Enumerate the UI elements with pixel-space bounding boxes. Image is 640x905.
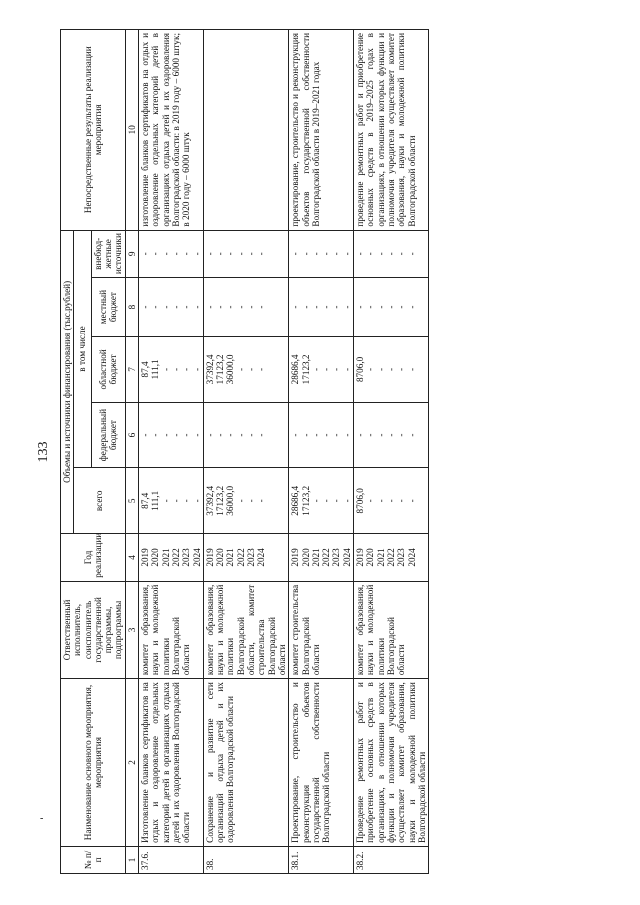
table-row bbox=[203, 30, 288, 874]
regional-cell-value: - bbox=[256, 367, 267, 371]
header-local: местный бюджет bbox=[91, 278, 125, 337]
local-cell-value: - bbox=[375, 305, 386, 309]
local-cell-value: - bbox=[235, 305, 246, 309]
year-cell-value: 2020 bbox=[215, 548, 226, 567]
col-number: 10 bbox=[125, 30, 138, 231]
extra-cell-value: - bbox=[235, 252, 246, 256]
local-cell-value: - bbox=[140, 305, 151, 309]
col-number: 5 bbox=[125, 468, 138, 534]
total-cell-value: 111,1 bbox=[150, 490, 161, 511]
row-number: 37.6. bbox=[139, 846, 204, 873]
total-cell-value: 28686,4 bbox=[290, 485, 301, 516]
header-incl: в том числе bbox=[74, 230, 92, 468]
col-number: 3 bbox=[125, 581, 138, 678]
local-cell-value: - bbox=[225, 305, 236, 309]
local-cell bbox=[203, 278, 288, 337]
year-cell-value: 2020 bbox=[300, 548, 311, 567]
extra-cell bbox=[354, 230, 429, 278]
local-cell-value: - bbox=[181, 305, 192, 309]
header-extra: внебюд- жетные источники bbox=[91, 230, 125, 278]
responsible-executor: комитет образования, науки и молодежной политики Волгоградской области, комитет строительства Волгоградской области bbox=[203, 581, 288, 678]
col-number: 2 bbox=[125, 679, 138, 847]
total-cell-value: - bbox=[396, 499, 407, 503]
total-cell bbox=[354, 468, 429, 534]
extra-cell bbox=[203, 230, 288, 278]
extra-cell-value: - bbox=[300, 252, 311, 256]
extra-cell-value: - bbox=[310, 252, 321, 256]
year-cell-value: 2024 bbox=[256, 548, 267, 567]
year-cell-value: 2024 bbox=[191, 548, 202, 567]
year-cell bbox=[289, 534, 354, 582]
federal-cell-value: - bbox=[215, 433, 226, 437]
year-cell-value: 2019 bbox=[204, 548, 215, 567]
local-cell bbox=[289, 278, 354, 337]
federal-cell-value: - bbox=[204, 433, 215, 437]
year-cell-value: 2021 bbox=[160, 548, 171, 567]
total-cell-value: 37392,4 bbox=[204, 485, 215, 516]
regional-cell-value: 17123,2 bbox=[300, 354, 311, 385]
regional-cell-value: - bbox=[321, 367, 332, 371]
page-number: 133 bbox=[36, 441, 51, 463]
extra-cell-value: - bbox=[246, 252, 257, 256]
federal-cell-value: - bbox=[385, 433, 396, 437]
header-no: № п/п bbox=[61, 846, 126, 873]
year-cell-value: 2023 bbox=[246, 548, 257, 567]
regional-cell-value: - bbox=[181, 367, 192, 371]
federal-cell-value: - bbox=[341, 433, 352, 437]
federal-cell-value: - bbox=[290, 433, 301, 437]
extra-cell-value: - bbox=[256, 252, 267, 256]
year-cell-value: 2023 bbox=[396, 548, 407, 567]
local-cell bbox=[354, 278, 429, 337]
federal-cell-value: - bbox=[355, 433, 366, 437]
local-cell-value: - bbox=[290, 305, 301, 309]
total-cell-value: - bbox=[321, 499, 332, 503]
federal-cell-value: - bbox=[150, 433, 161, 437]
federal-cell-value: - bbox=[140, 433, 151, 437]
local-cell-value: - bbox=[396, 305, 407, 309]
federal-cell-value: - bbox=[321, 433, 332, 437]
total-cell-value: - bbox=[170, 499, 181, 503]
total-cell-value: - bbox=[365, 499, 376, 503]
extra-cell-value: - bbox=[140, 252, 151, 256]
total-cell-value: - bbox=[256, 499, 267, 503]
header-federal: федеральный бюджет bbox=[91, 402, 125, 468]
total-cell bbox=[139, 468, 204, 534]
responsible-executor: комитет образования, науки и молодежной политики Волгоградской области bbox=[354, 581, 429, 678]
total-cell-value: - bbox=[310, 499, 321, 503]
margin-mark: - bbox=[40, 813, 44, 824]
local-cell-value: - bbox=[300, 305, 311, 309]
header-responsible: Ответственный исполнитель, соисполнитель государственной программы, подпрограммы bbox=[61, 581, 126, 678]
extra-cell-value: - bbox=[215, 252, 226, 256]
col-number: 8 bbox=[125, 278, 138, 337]
total-cell-value: - bbox=[160, 499, 171, 503]
regional-cell-value: - bbox=[396, 367, 407, 371]
header-total: всего bbox=[74, 468, 125, 534]
extra-cell-value: - bbox=[204, 252, 215, 256]
regional-cell-value: 87,4 bbox=[140, 361, 151, 378]
year-cell bbox=[354, 534, 429, 582]
year-cell-value: 2022 bbox=[235, 548, 246, 567]
local-cell-value: - bbox=[256, 305, 267, 309]
federal-cell-value: - bbox=[191, 433, 202, 437]
col-number: 4 bbox=[125, 534, 138, 582]
regional-cell-value: - bbox=[246, 367, 257, 371]
result-text: проектирование, строительство и реконструкция объектов государственной собственности Волгоградской области в 2019–2021 годах bbox=[289, 30, 354, 231]
local-cell-value: - bbox=[150, 305, 161, 309]
regional-cell-value: 36000,0 bbox=[225, 354, 236, 385]
responsible-executor: комитет строительства Волгоградской области bbox=[289, 581, 354, 678]
header-results: Непосредственные результаты реализации мероприятия bbox=[61, 30, 126, 231]
federal-cell-value: - bbox=[375, 433, 386, 437]
federal-cell bbox=[139, 402, 204, 468]
local-cell-value: - bbox=[385, 305, 396, 309]
regional-cell-value: - bbox=[365, 367, 376, 371]
total-cell bbox=[289, 468, 354, 534]
federal-cell-value: - bbox=[406, 433, 417, 437]
federal-cell-value: - bbox=[365, 433, 376, 437]
total-cell-value: - bbox=[331, 499, 342, 503]
federal-cell-value: - bbox=[300, 433, 311, 437]
result-text bbox=[203, 30, 288, 231]
federal-cell-value: - bbox=[331, 433, 342, 437]
year-cell-value: 2022 bbox=[385, 548, 396, 567]
regional-cell bbox=[139, 337, 204, 403]
extra-cell-value: - bbox=[160, 252, 171, 256]
result-text: проведение ремонтных работ и приобретение основных средств в 2019–2025 годах в организациях, в отношении которых функции и полномочия учредителя осуществляет комитет образования, науки и молодежной политики Волгоградской области bbox=[354, 30, 429, 231]
regional-cell-value: - bbox=[235, 367, 246, 371]
federal-cell-value: - bbox=[225, 433, 236, 437]
total-cell-value: - bbox=[406, 499, 417, 503]
regional-cell-value: - bbox=[406, 367, 417, 371]
total-cell-value: - bbox=[191, 499, 202, 503]
year-cell-value: 2019 bbox=[355, 548, 366, 567]
total-cell-value: 36000,0 bbox=[225, 485, 236, 516]
activity-name: Изготовление бланков сертификатов на отдых и оздоровление отдельных категорий детей в организациях отдыха детей и их оздоровления Волгоградской области bbox=[139, 679, 204, 847]
extra-cell-value: - bbox=[290, 252, 301, 256]
local-cell-value: - bbox=[331, 305, 342, 309]
extra-cell-value: - bbox=[321, 252, 332, 256]
year-cell-value: 2021 bbox=[225, 548, 236, 567]
regional-cell bbox=[354, 337, 429, 403]
local-cell-value: - bbox=[365, 305, 376, 309]
extra-cell-value: - bbox=[365, 252, 376, 256]
total-cell-value: 17123,2 bbox=[215, 485, 226, 516]
federal-cell-value: - bbox=[310, 433, 321, 437]
extra-cell-value: - bbox=[191, 252, 202, 256]
total-cell-value: - bbox=[385, 499, 396, 503]
col-number: 1 bbox=[125, 846, 138, 873]
row-number: 38. bbox=[203, 846, 288, 873]
federal-cell-value: - bbox=[256, 433, 267, 437]
local-cell-value: - bbox=[246, 305, 257, 309]
financing-table bbox=[60, 29, 429, 874]
year-cell-value: 2023 bbox=[181, 548, 192, 567]
year-cell bbox=[139, 534, 204, 582]
total-cell-value: 8706,0 bbox=[355, 488, 366, 514]
total-cell-value: 87,4 bbox=[140, 492, 151, 509]
regional-cell-value: - bbox=[341, 367, 352, 371]
rotated-page bbox=[30, 22, 610, 882]
local-cell-value: - bbox=[355, 305, 366, 309]
federal-cell-value: - bbox=[235, 433, 246, 437]
extra-cell-value: - bbox=[150, 252, 161, 256]
header-name: Наименование основного мероприятия, мероприятия bbox=[61, 679, 126, 847]
extra-cell-value: - bbox=[396, 252, 407, 256]
federal-cell-value: - bbox=[170, 433, 181, 437]
year-cell-value: 2021 bbox=[310, 548, 321, 567]
regional-cell bbox=[289, 337, 354, 403]
total-cell-value: 17123,2 bbox=[300, 485, 311, 516]
extra-cell-value: - bbox=[355, 252, 366, 256]
federal-cell-value: - bbox=[246, 433, 257, 437]
regional-cell-value: - bbox=[160, 367, 171, 371]
regional-cell-value: 111,1 bbox=[150, 359, 161, 380]
regional-cell-value: - bbox=[375, 367, 386, 371]
year-cell bbox=[203, 534, 288, 582]
regional-cell-value: 8706,0 bbox=[355, 356, 366, 383]
extra-cell-value: - bbox=[385, 252, 396, 256]
total-cell-value: - bbox=[235, 499, 246, 503]
extra-cell bbox=[289, 230, 354, 278]
federal-cell bbox=[289, 402, 354, 468]
col-number: 6 bbox=[125, 402, 138, 468]
activity-name: Проведение ремонтных работ и приобретение основных средств в организациях, в отношении которых функции и полномочия учредителя осуществляет комитет образования, науки и молодежной политики Волгоградской области bbox=[354, 679, 429, 847]
local-cell-value: - bbox=[191, 305, 202, 309]
extra-cell-value: - bbox=[170, 252, 181, 256]
total-cell-value: - bbox=[246, 499, 257, 503]
year-cell-value: 2019 bbox=[140, 548, 151, 567]
local-cell-value: - bbox=[160, 305, 171, 309]
col-number: 7 bbox=[125, 337, 138, 403]
extra-cell-value: - bbox=[406, 252, 417, 256]
regional-cell-value: - bbox=[385, 367, 396, 371]
year-cell-value: 2024 bbox=[406, 548, 417, 567]
local-cell-value: - bbox=[170, 305, 181, 309]
regional-cell-value: - bbox=[331, 367, 342, 371]
table-row bbox=[354, 30, 429, 874]
table-row bbox=[139, 30, 204, 874]
extra-cell-value: - bbox=[331, 252, 342, 256]
year-cell-value: 2024 bbox=[341, 548, 352, 567]
header-regional: областной бюджет bbox=[91, 337, 125, 403]
table-row bbox=[289, 30, 354, 874]
regional-cell-value: - bbox=[310, 367, 321, 371]
regional-cell-value: 37392,4 bbox=[204, 354, 215, 385]
local-cell bbox=[139, 278, 204, 337]
local-cell-value: - bbox=[215, 305, 226, 309]
extra-cell bbox=[139, 230, 204, 278]
extra-cell-value: - bbox=[341, 252, 352, 256]
total-cell-value: - bbox=[375, 499, 386, 503]
extra-cell-value: - bbox=[225, 252, 236, 256]
regional-cell-value: - bbox=[191, 367, 202, 371]
result-text: изготовление бланков сертификатов на отдых и оздоровление отдельных категорий детей в организациях отдыха детей и их оздоровления Волгоградской области: в 2019 году – 6000 штук; в 2020 году – 6000 штук bbox=[139, 30, 204, 231]
extra-cell-value: - bbox=[375, 252, 386, 256]
total-cell-value: - bbox=[181, 499, 192, 503]
row-number: 38.1. bbox=[289, 846, 354, 873]
federal-cell bbox=[354, 402, 429, 468]
local-cell-value: - bbox=[406, 305, 417, 309]
regional-cell-value: - bbox=[170, 367, 181, 371]
year-cell-value: 2023 bbox=[331, 548, 342, 567]
header-volumes: Объемы и источники финансирования (тыс.рублей) bbox=[61, 230, 74, 534]
total-cell-value: - bbox=[341, 499, 352, 503]
regional-cell bbox=[203, 337, 288, 403]
col-number: 9 bbox=[125, 230, 138, 278]
regional-cell-value: 17123,2 bbox=[215, 354, 226, 385]
local-cell-value: - bbox=[341, 305, 352, 309]
row-number: 38.2. bbox=[354, 846, 429, 873]
header-year: Год реализации bbox=[61, 534, 126, 582]
activity-name: Сохранение и развитие сети организаций отдыха детей и их оздоровления Волгоградской области bbox=[203, 679, 288, 847]
year-cell-value: 2020 bbox=[150, 548, 161, 567]
federal-cell-value: - bbox=[160, 433, 171, 437]
year-cell-value: 2020 bbox=[365, 548, 376, 567]
year-cell-value: 2022 bbox=[170, 548, 181, 567]
federal-cell-value: - bbox=[396, 433, 407, 437]
activity-name: Проектирование, строительство и реконструкция объектов государственной собственности Волгоградской области bbox=[289, 679, 354, 847]
federal-cell-value: - bbox=[181, 433, 192, 437]
total-cell bbox=[203, 468, 288, 534]
local-cell-value: - bbox=[310, 305, 321, 309]
regional-cell-value: 28686,4 bbox=[290, 354, 301, 385]
federal-cell bbox=[203, 402, 288, 468]
year-cell-value: 2019 bbox=[290, 548, 301, 567]
responsible-executor: комитет образования, науки и молодежной политики Волгоградской области bbox=[139, 581, 204, 678]
local-cell-value: - bbox=[204, 305, 215, 309]
extra-cell-value: - bbox=[181, 252, 192, 256]
local-cell-value: - bbox=[321, 305, 332, 309]
year-cell-value: 2022 bbox=[321, 548, 332, 567]
year-cell-value: 2021 bbox=[375, 548, 386, 567]
